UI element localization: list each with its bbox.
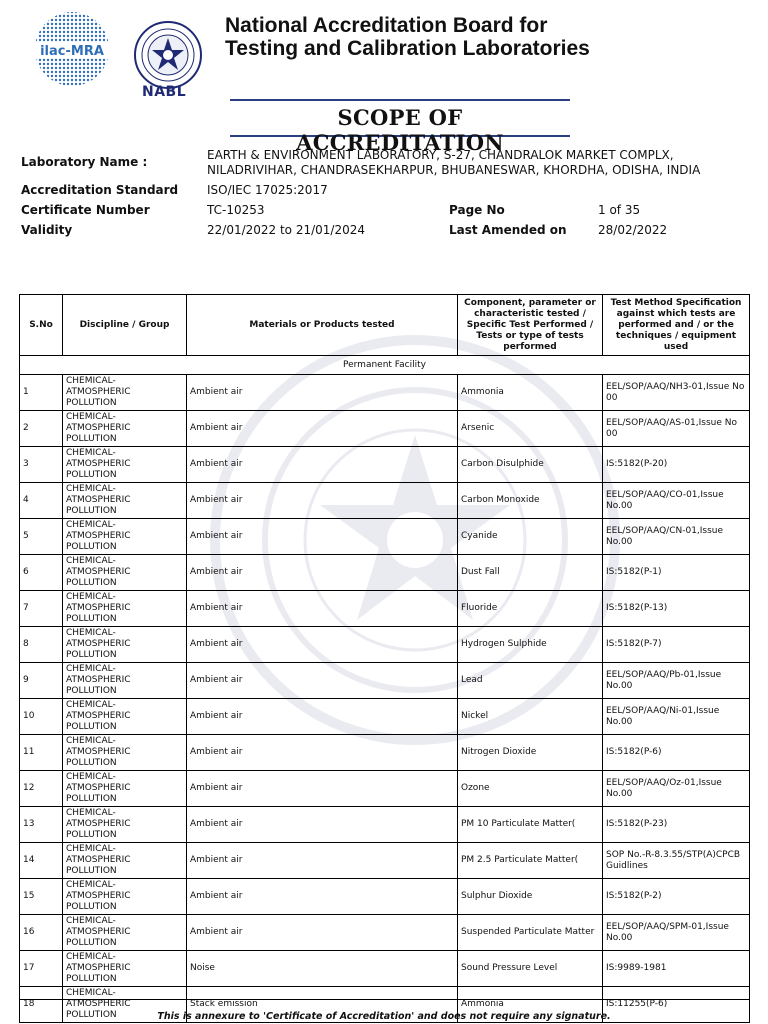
cell-material: Ambient air (187, 483, 458, 519)
scope-table (19, 294, 750, 1023)
table-row (20, 411, 750, 447)
accreditation-standard-value: ISO/IEC 17025:2017 (207, 183, 328, 197)
table-row (20, 843, 750, 879)
cell-method: EEL/SOP/AAQ/AS-01,Issue No 00 (603, 411, 750, 447)
table-row (20, 375, 750, 411)
header-materials: Materials or Products tested (187, 295, 458, 356)
header-sno: S.No (20, 295, 63, 356)
cell-component: Suspended Particulate Matter (458, 915, 603, 951)
cell-discipline: CHEMICAL- ATMOSPHERIC POLLUTION (63, 843, 187, 879)
cell-material: Ambient air (187, 375, 458, 411)
cell-component: Carbon Disulphide (458, 447, 603, 483)
certificate-number-value: TC-10253 (207, 203, 265, 217)
cell-sno: 2 (20, 411, 63, 447)
cell-material: Ambient air (187, 591, 458, 627)
page-number-value: 1 of 35 (598, 203, 641, 217)
cell-sno: 8 (20, 627, 63, 663)
organization-title (225, 14, 590, 60)
cell-sno: 1 (20, 375, 63, 411)
ilac-mra-logo (30, 10, 114, 88)
scope-table-body (20, 356, 750, 1023)
cell-discipline: CHEMICAL- ATMOSPHERIC POLLUTION (63, 519, 187, 555)
cell-method: EEL/SOP/AAQ/CN-01,Issue No.00 (603, 519, 750, 555)
cell-sno: 7 (20, 591, 63, 627)
table-row (20, 591, 750, 627)
footer-note: This is annexure to 'Certificate of Accreditation' and does not require any signature. (157, 1011, 611, 1022)
cell-sno: 14 (20, 843, 63, 879)
cell-sno: 13 (20, 807, 63, 843)
cell-method: IS:5182(P-20) (603, 447, 750, 483)
cell-sno: 12 (20, 771, 63, 807)
cell-method: IS:5182(P-6) (603, 735, 750, 771)
cell-sno: 16 (20, 915, 63, 951)
cell-component: Carbon Monoxide (458, 483, 603, 519)
certificate-number-label: Certificate Number (21, 203, 150, 217)
facility-label: Permanent Facility (20, 356, 750, 375)
cell-discipline: CHEMICAL- ATMOSPHERIC POLLUTION (63, 807, 187, 843)
cell-material: Ambient air (187, 447, 458, 483)
cell-sno: 11 (20, 735, 63, 771)
cell-discipline: CHEMICAL- ATMOSPHERIC POLLUTION (63, 951, 187, 987)
cell-discipline: CHEMICAL- ATMOSPHERIC POLLUTION (63, 735, 187, 771)
cell-material: Ambient air (187, 555, 458, 591)
cell-material: Ambient air (187, 807, 458, 843)
cell-sno: 17 (20, 951, 63, 987)
cell-method: EEL/SOP/AAQ/SPM-01,Issue No.00 (603, 915, 750, 951)
cell-material: Ambient air (187, 915, 458, 951)
cell-material: Ambient air (187, 663, 458, 699)
cell-discipline: CHEMICAL- ATMOSPHERIC POLLUTION (63, 555, 187, 591)
organization-title-line2: Testing and Calibration Laboratories (225, 37, 590, 60)
table-row (20, 555, 750, 591)
cell-discipline: CHEMICAL- ATMOSPHERIC POLLUTION (63, 411, 187, 447)
cell-sno: 10 (20, 699, 63, 735)
table-row (20, 519, 750, 555)
cell-component: Ammonia (458, 375, 603, 411)
table-row (20, 735, 750, 771)
cell-material: Stack emission (187, 987, 458, 1023)
cell-component: Nitrogen Dioxide (458, 735, 603, 771)
page-header (0, 0, 768, 100)
table-row (20, 879, 750, 915)
cell-method: IS:5182(P-23) (603, 807, 750, 843)
cell-component: Arsenic (458, 411, 603, 447)
table-row (20, 951, 750, 987)
header-discipline: Discipline / Group (63, 295, 187, 356)
cell-component: Fluoride (458, 591, 603, 627)
cell-component: Nickel (458, 699, 603, 735)
header-method: Test Method Specification against which tests are performed and / or the techniques / equipment used (603, 295, 750, 356)
table-row (20, 447, 750, 483)
cell-method: IS:5182(P-13) (603, 591, 750, 627)
scope-title: SCOPE OF ACCREDITATION (296, 105, 504, 155)
ilac-logo-text: ilac-MRA (40, 44, 104, 59)
nabl-logo-text: NABL (142, 84, 187, 100)
cell-component: PM 10 Particulate Matter( (458, 807, 603, 843)
cell-material: Ambient air (187, 879, 458, 915)
validity-label: Validity (21, 223, 73, 237)
lab-name-line2: NILADRIVIHAR, CHANDRASEKHARPUR, BHUBANESWAR, KHORDHA, ODISHA, INDIA (207, 163, 701, 177)
footer-divider (19, 999, 749, 1000)
last-amended-label: Last Amended on (449, 223, 567, 237)
cell-discipline: CHEMICAL- ATMOSPHERIC POLLUTION (63, 915, 187, 951)
cell-sno: 4 (20, 483, 63, 519)
cell-component: Hydrogen Sulphide (458, 627, 603, 663)
cell-component: Sulphur Dioxide (458, 879, 603, 915)
scope-title-box (230, 99, 570, 155)
table-header-row (20, 295, 750, 356)
cell-method: EEL/SOP/AAQ/Ni-01,Issue No.00 (603, 699, 750, 735)
validity-value: 22/01/2022 to 21/01/2024 (207, 223, 366, 237)
cell-component: Cyanide (458, 519, 603, 555)
table-row (20, 771, 750, 807)
lab-name-value (207, 148, 700, 178)
cell-method: EEL/SOP/AAQ/CO-01,Issue No.00 (603, 483, 750, 519)
table-row (20, 915, 750, 951)
lab-name-label: Laboratory Name : (21, 155, 148, 169)
cell-material: Ambient air (187, 411, 458, 447)
cell-component: Lead (458, 663, 603, 699)
cell-method: EEL/SOP/AAQ/Pb-01,Issue No.00 (603, 663, 750, 699)
cell-material: Ambient air (187, 771, 458, 807)
table-row (20, 699, 750, 735)
last-amended-value: 28/02/2022 (598, 223, 668, 237)
cell-component: Ozone (458, 771, 603, 807)
cell-material: Noise (187, 951, 458, 987)
cell-discipline: CHEMICAL- ATMOSPHERIC POLLUTION (63, 591, 187, 627)
cell-sno: 18 (20, 987, 63, 1023)
table-row (20, 483, 750, 519)
cell-discipline: CHEMICAL- ATMOSPHERIC POLLUTION (63, 447, 187, 483)
cell-sno: 15 (20, 879, 63, 915)
table-row (20, 807, 750, 843)
cell-discipline: CHEMICAL- ATMOSPHERIC POLLUTION (63, 375, 187, 411)
cell-discipline: CHEMICAL- ATMOSPHERIC POLLUTION (63, 627, 187, 663)
cell-sno: 6 (20, 555, 63, 591)
cell-method: IS:5182(P-1) (603, 555, 750, 591)
organization-title-line1: National Accreditation Board for (225, 14, 548, 37)
cell-component: Ammonia (458, 987, 603, 1023)
cell-method: IS:5182(P-2) (603, 879, 750, 915)
page-number-label: Page No (449, 203, 505, 217)
cell-component: Dust Fall (458, 555, 603, 591)
cell-discipline: CHEMICAL- ATMOSPHERIC POLLUTION (63, 483, 187, 519)
cell-method: EEL/SOP/AAQ/Oz-01,Issue No.00 (603, 771, 750, 807)
cell-discipline: CHEMICAL- ATMOSPHERIC POLLUTION (63, 663, 187, 699)
cell-discipline: CHEMICAL- ATMOSPHERIC POLLUTION (63, 699, 187, 735)
cell-sno: 3 (20, 447, 63, 483)
header-component: Component, parameter or characteristic tested / Specific Test Performed / Tests or type of tests performed (458, 295, 603, 356)
cell-discipline: CHEMICAL- ATMOSPHERIC POLLUTION (63, 771, 187, 807)
cell-sno: 5 (20, 519, 63, 555)
cell-method: IS:9989-1981 (603, 951, 750, 987)
lab-name-line1: EARTH & ENVIRONMENT LABORATORY, S-27, CHANDRALOK MARKET COMPLX, (207, 148, 674, 162)
cell-component: Sound Pressure Level (458, 951, 603, 987)
cell-component: PM 2.5 Particulate Matter( (458, 843, 603, 879)
cell-discipline: CHEMICAL- ATMOSPHERIC POLLUTION (63, 987, 187, 1023)
cell-method: IS:11255(P-6) (603, 987, 750, 1023)
cell-material: Ambient air (187, 519, 458, 555)
cell-material: Ambient air (187, 735, 458, 771)
cell-material: Ambient air (187, 843, 458, 879)
cell-discipline: CHEMICAL- ATMOSPHERIC POLLUTION (63, 879, 187, 915)
facility-row (20, 356, 750, 375)
table-row (20, 627, 750, 663)
cell-method: IS:5182(P-7) (603, 627, 750, 663)
cell-sno: 9 (20, 663, 63, 699)
cell-material: Ambient air (187, 627, 458, 663)
accreditation-standard-label: Accreditation Standard (21, 183, 179, 197)
cell-method: SOP No.-R-8.3.55/STP(A)CPCB Guidlines (603, 843, 750, 879)
cell-method: EEL/SOP/AAQ/NH3-01,Issue No 00 (603, 375, 750, 411)
cell-material: Ambient air (187, 699, 458, 735)
table-row (20, 663, 750, 699)
